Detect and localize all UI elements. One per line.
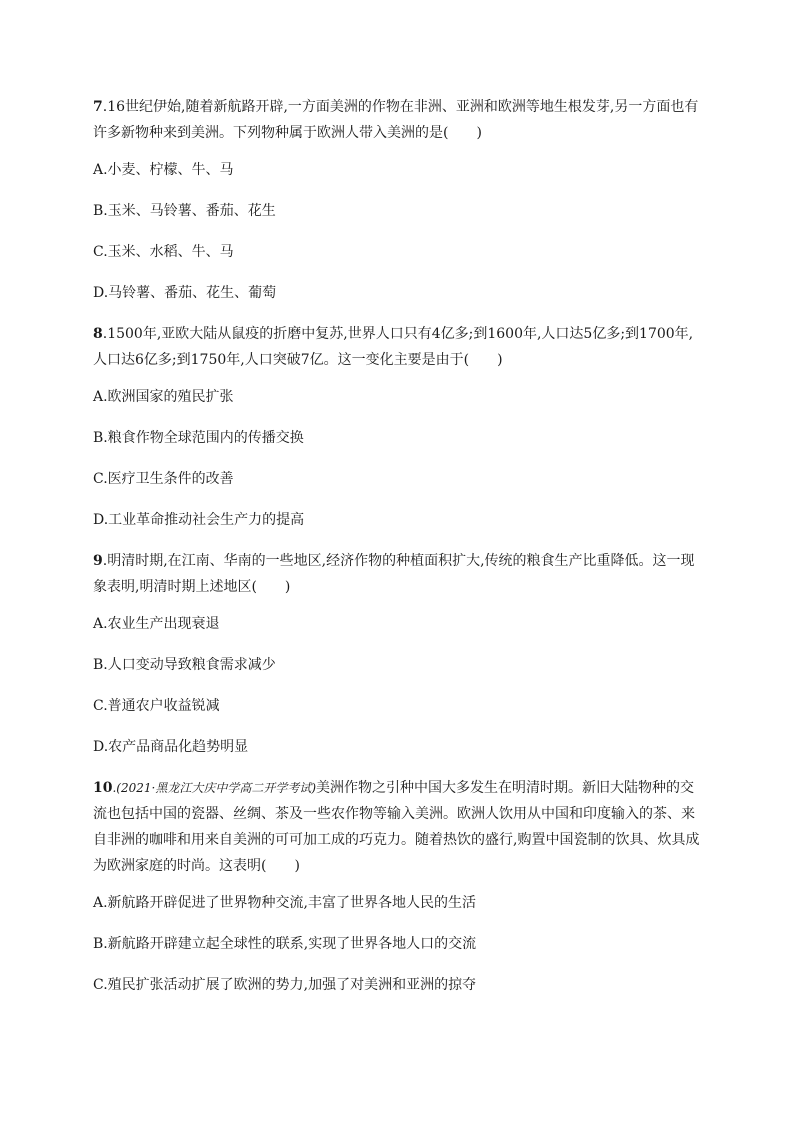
question-text: .明清时期,在江南、华南的一些地区,经济作物的种植面积扩大,传统的粮食生产比重降低。这一现象表明,明清时期上述地区( ) — [93, 553, 695, 595]
option-c: C.殖民扩张活动扩展了欧洲的势力,加强了对美洲和亚洲的掠夺 — [93, 977, 477, 993]
option-d: D.工业革命推动社会生产力的提高 — [93, 512, 305, 528]
question-number: 10 — [93, 780, 113, 796]
option-b: B.人口变动导致粮食需求减少 — [93, 657, 276, 673]
option-a: A.农业生产出现衰退 — [93, 616, 220, 632]
option-a: A.小麦、柠檬、牛、马 — [93, 162, 234, 178]
question-10 — [93, 775, 703, 998]
question-list — [93, 94, 703, 1013]
question-number: 9 — [93, 553, 103, 569]
question-stem — [93, 94, 703, 146]
option-a: A.欧洲国家的殖民扩张 — [93, 389, 234, 405]
option-c: C.玉米、水稻、牛、马 — [93, 244, 234, 260]
option-d: D.农产品商品化趋势明显 — [93, 739, 249, 755]
question-text: .1500年,亚欧大陆从鼠疫的折磨中复苏,世界人口只有4亿多;到1600年,人口达5亿多;到1700年,人口达6亿多;到1750年,人口突破7亿。这一变化主要是由于( ) — [93, 326, 694, 368]
option-c: C.医疗卫生条件的改善 — [93, 471, 234, 487]
question-text: .16世纪伊始,随着新航路开辟,一方面美洲的作物在非洲、亚洲和欧洲等地生根发芽,另一方面也有许多新物种来到美洲。下列物种属于欧洲人带入美洲的是( ) — [93, 99, 699, 141]
option-d: D.马铃薯、番茄、花生、葡萄 — [93, 285, 277, 301]
question-8 — [93, 321, 703, 533]
option-a: A.新航路开辟促进了世界物种交流,丰富了世界各地人民的生活 — [93, 895, 477, 911]
question-number: 8 — [93, 326, 103, 342]
question-number: 7 — [93, 99, 103, 115]
option-b: B.玉米、马铃薯、番茄、花生 — [93, 203, 276, 219]
question-source: .(2021·黑龙江大庆中学高二开学考试) — [112, 781, 317, 795]
question-7 — [93, 94, 703, 306]
question-text: 美洲作物之引种中国大多发生在明清时期。新旧大陆物种的交流也包括中国的瓷器、丝绸、茶及一些农作物等输入美洲。欧洲人饮用从中国和印度输入的茶、来自非洲的咖啡和用来自美洲的可可加工成的巧克力。随着热饮的盛行,购置中国瓷制的饮具、炊具成为欧洲家庭的时尚。这表明( ) — [93, 780, 700, 874]
option-b: B.粮食作物全球范围内的传播交换 — [93, 430, 304, 446]
question-stem — [93, 775, 703, 879]
question-stem — [93, 548, 703, 600]
option-c: C.普通农户收益锐减 — [93, 698, 220, 714]
question-stem — [93, 321, 703, 373]
question-9 — [93, 548, 703, 760]
option-b: B.新航路开辟建立起全球性的联系,实现了世界各地人口的交流 — [93, 936, 477, 952]
